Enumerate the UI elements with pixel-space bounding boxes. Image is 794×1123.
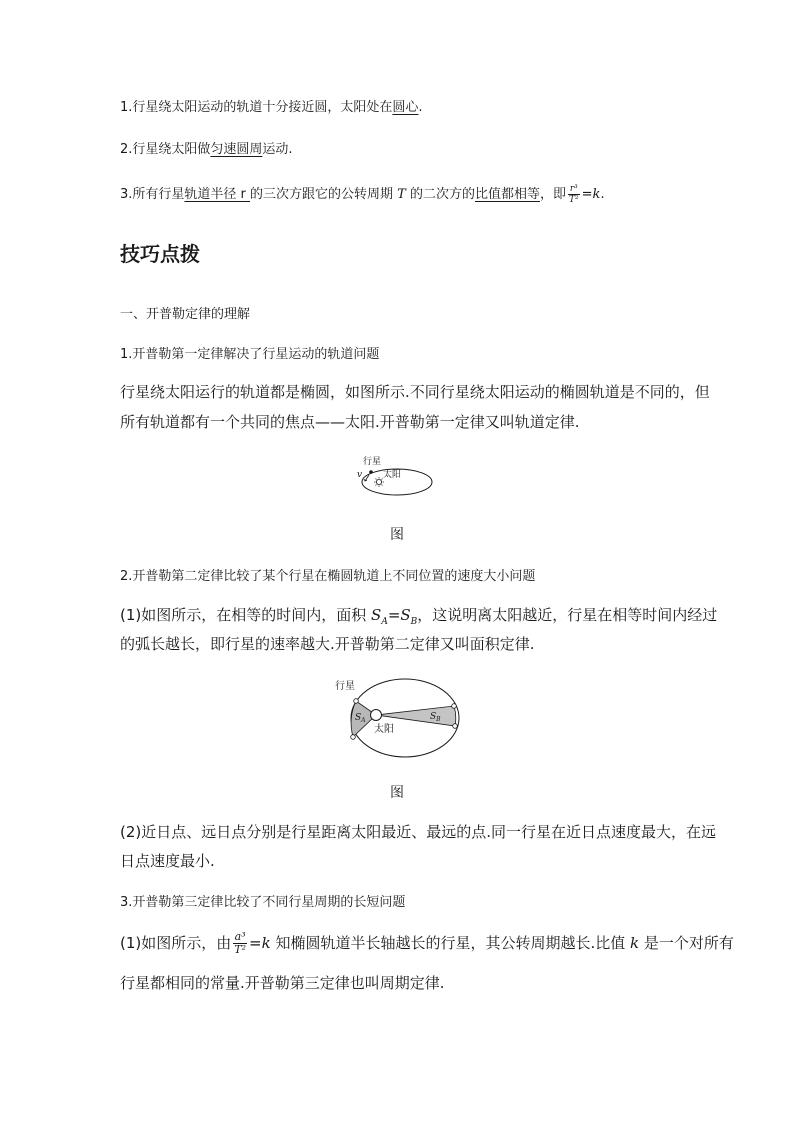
law-3-fraction <box>568 184 580 205</box>
orbit-figure-2 <box>330 670 470 780</box>
fraction-numerator: a³ <box>234 930 246 943</box>
p2-SB: S <box>400 606 411 624</box>
planet-dot <box>351 735 356 740</box>
paragraph-3-line-1 <box>120 931 734 956</box>
law-3-text-3: 的二次方的 <box>405 187 475 202</box>
paragraph-2-line-1 <box>120 604 717 627</box>
section-1-title: 一、开普勒定律的理解 <box>120 307 251 322</box>
paragraph-2-title: 2.开普勒第二定律比较了某个行星在椭圆轨道上不同位置的速度大小问题 <box>120 569 536 584</box>
p3-text-c: 是一个对所有 <box>639 934 734 952</box>
paragraph-1-line-2: 所有轨道都有一个共同的焦点——太阳.开普勒第一定律又叫轨道定律. <box>120 413 580 431</box>
paragraph-3-line-2: 行星都相同的常量.开普勒第三定律也叫周期定律. <box>120 974 445 992</box>
figure-1-caption: 图 <box>390 527 404 543</box>
law-3-text-2: 的三次方跟它的公转周期 <box>250 187 398 202</box>
fig2-sun-label: 太阳 <box>374 724 394 735</box>
law-3-blank-1: 轨道半径 r <box>184 187 251 202</box>
law-3-text-4: ，即 <box>540 187 567 202</box>
fraction-denominator: T² <box>234 943 246 956</box>
law-3-T: T <box>397 187 406 202</box>
law-1 <box>120 96 423 115</box>
law-1-text: 1.行星绕太阳运动的轨道十分接近圆，太阳处在 <box>120 100 393 115</box>
fig2-sa-label: $S_A$ <box>355 713 366 724</box>
planet-dot <box>369 470 373 474</box>
law-2-blank: 匀速圆周 <box>210 142 263 157</box>
law-1-blank: 圆心 <box>392 100 419 115</box>
fig2-sb-label: $S_B$ <box>430 712 441 723</box>
law-3-text: 3.所有行星 <box>120 187 185 202</box>
law-3 <box>120 183 605 205</box>
planet-dot <box>453 724 458 729</box>
orbit-figure-1 <box>350 450 440 500</box>
law-3-end: . <box>600 187 605 202</box>
paragraph-2-line-2: 的弧长越长，即行星的速率越大.开普勒第二定律又叫面积定律. <box>120 635 535 653</box>
p2-text-a: (1)如图所示，在相等的时间内，面积 <box>120 606 372 624</box>
law-3-blank-2: 比值都相等 <box>474 187 540 202</box>
fig2-planet-label: 行星 <box>335 681 355 692</box>
section-heading: 技巧点拨 <box>120 242 200 266</box>
paragraph-3-title: 3.开普勒第三定律比较了不同行星周期的长短问题 <box>120 895 406 910</box>
p3-equals: = <box>249 934 262 952</box>
p2-equals: = <box>387 606 401 624</box>
law-3-k: k <box>592 187 601 202</box>
fig1-v-label: v <box>357 470 363 480</box>
p3-k-2: k <box>629 934 640 952</box>
sun-circle <box>371 710 382 721</box>
area-sb <box>376 706 456 726</box>
fig1-planet-label: 行星 <box>363 457 382 467</box>
figure-2-caption: 图 <box>390 785 404 801</box>
planet-dot <box>354 699 359 704</box>
p2-SB-sub: B <box>410 617 418 627</box>
paragraph-1-line-1: 行星绕太阳运行的轨道都是椭圆，如图所示.不同行星绕太阳运动的椭圆轨道是不同的，但 <box>120 383 710 401</box>
law-1-end: . <box>418 100 423 115</box>
p2-SA-sub: A <box>381 617 388 627</box>
p3-k: k <box>261 934 271 952</box>
fraction-numerator: r³ <box>569 184 578 194</box>
fraction-denominator: T² <box>569 195 579 205</box>
fig1-sun-label: 太阳 <box>383 470 402 480</box>
paragraph-2-2-line-2: 日点速度最小. <box>120 852 215 870</box>
p3-fraction <box>233 931 247 956</box>
p2-SA: S <box>371 606 382 624</box>
p3-text-b: 知椭圆轨道半长轴越长的行星，其公转周期越长.比值 <box>270 934 630 952</box>
p3-text-a: (1)如图所示，由 <box>120 934 232 952</box>
p2-text-b: ，这说明离太阳越近，行星在相等时间内经过 <box>417 606 718 624</box>
paragraph-2-2-line-1: (2)近日点、远日点分别是行星距离太阳最近、最远的点.同一行星在近日点速度最大，在远 <box>120 823 717 841</box>
law-2-text: 2.行星绕太阳做 <box>120 142 211 157</box>
law-2-end: 运动. <box>262 142 293 157</box>
law-3-equals: = <box>581 187 593 202</box>
paragraph-1-title: 1.开普勒第一定律解决了行星运动的轨道问题 <box>120 347 380 362</box>
planet-dot <box>452 704 457 709</box>
law-2 <box>120 138 293 157</box>
